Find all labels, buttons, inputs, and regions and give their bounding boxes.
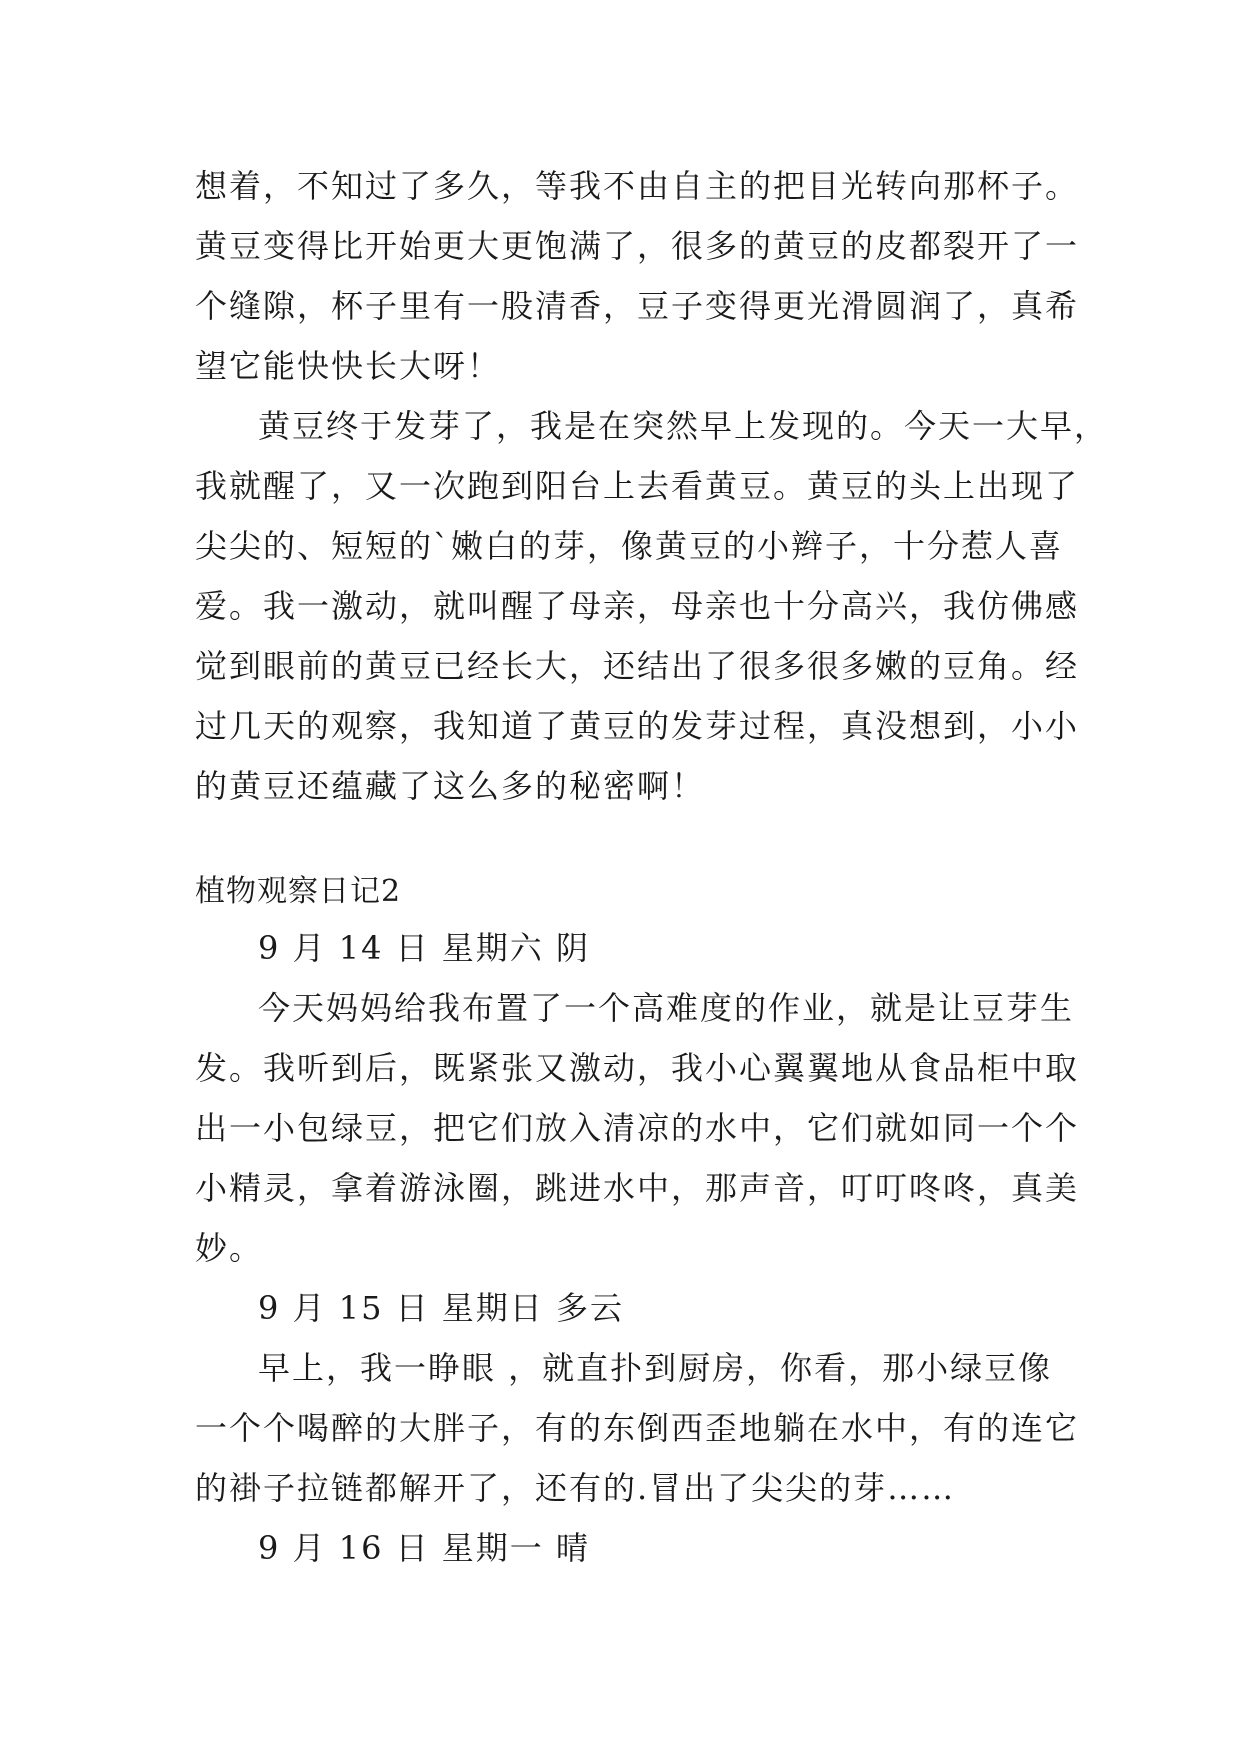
text-line: 望它能快快长大呀！ [195,347,502,385]
text-line: 尖尖的、短短的`嫩白的芽，像黄豆的小辫子，十分惹人喜 [195,527,1064,565]
text-line: 发。我听到后，既紧张又激动，我小心翼翼地从食品柜中取 [195,1049,1080,1087]
entry-date: 9 月 15 日 星期日 多云 [258,1289,624,1327]
text-line: 想着，不知过了多久，等我不由自主的把目光转向那杯子。 [195,167,1080,205]
text-line: 觉到眼前的黄豆已经长大，还结出了很多很多嫩的豆角。经 [195,647,1080,685]
text-line: 黄豆变得比开始更大更饱满了，很多的黄豆的皮都裂开了一 [195,227,1080,265]
text-line: 个缝隙，杯子里有一股清香，豆子变得更光滑圆润了，真希 [195,287,1080,325]
text-line: 小精灵，拿着游泳圈，跳进水中，那声音，叮叮咚咚，真美 [195,1169,1080,1207]
text-line: 一个个喝醉的大胖子，有的东倒西歪地躺在水中，有的连它 [195,1409,1080,1447]
text-line: 早上，我一睁眼 ，就直扑到厨房，你看，那小绿豆像 [258,1349,1053,1387]
text-line: 今天妈妈给我布置了一个高难度的作业，就是让豆芽生 [258,989,1075,1027]
text-line: 黄豆终于发芽了，我是在突然早上发现的。今天一大早， [258,407,1109,445]
text-line: 我就醒了，又一次跑到阳台上去看黄豆。黄豆的头上出现了 [195,467,1080,505]
text-line: 的黄豆还蕴藏了这么多的秘密啊！ [195,767,706,805]
entry-date: 9 月 14 日 星期六 阴 [258,929,590,967]
entry-date: 9 月 16 日 星期一 晴 [258,1529,590,1567]
section-title: 植物观察日记2 [195,874,402,909]
text-line: 过几天的观察，我知道了黄豆的发芽过程，真没想到，小小 [195,707,1080,745]
text-line: 的褂子拉链都解开了，还有的.冒出了尖尖的芽…… [195,1469,956,1507]
text-line: 爱。我一激动，就叫醒了母亲，母亲也十分高兴，我仿佛感 [195,587,1080,625]
text-line: 出一小包绿豆，把它们放入清凉的水中，它们就如同一个个 [195,1109,1080,1147]
text-line: 妙。 [195,1229,264,1267]
